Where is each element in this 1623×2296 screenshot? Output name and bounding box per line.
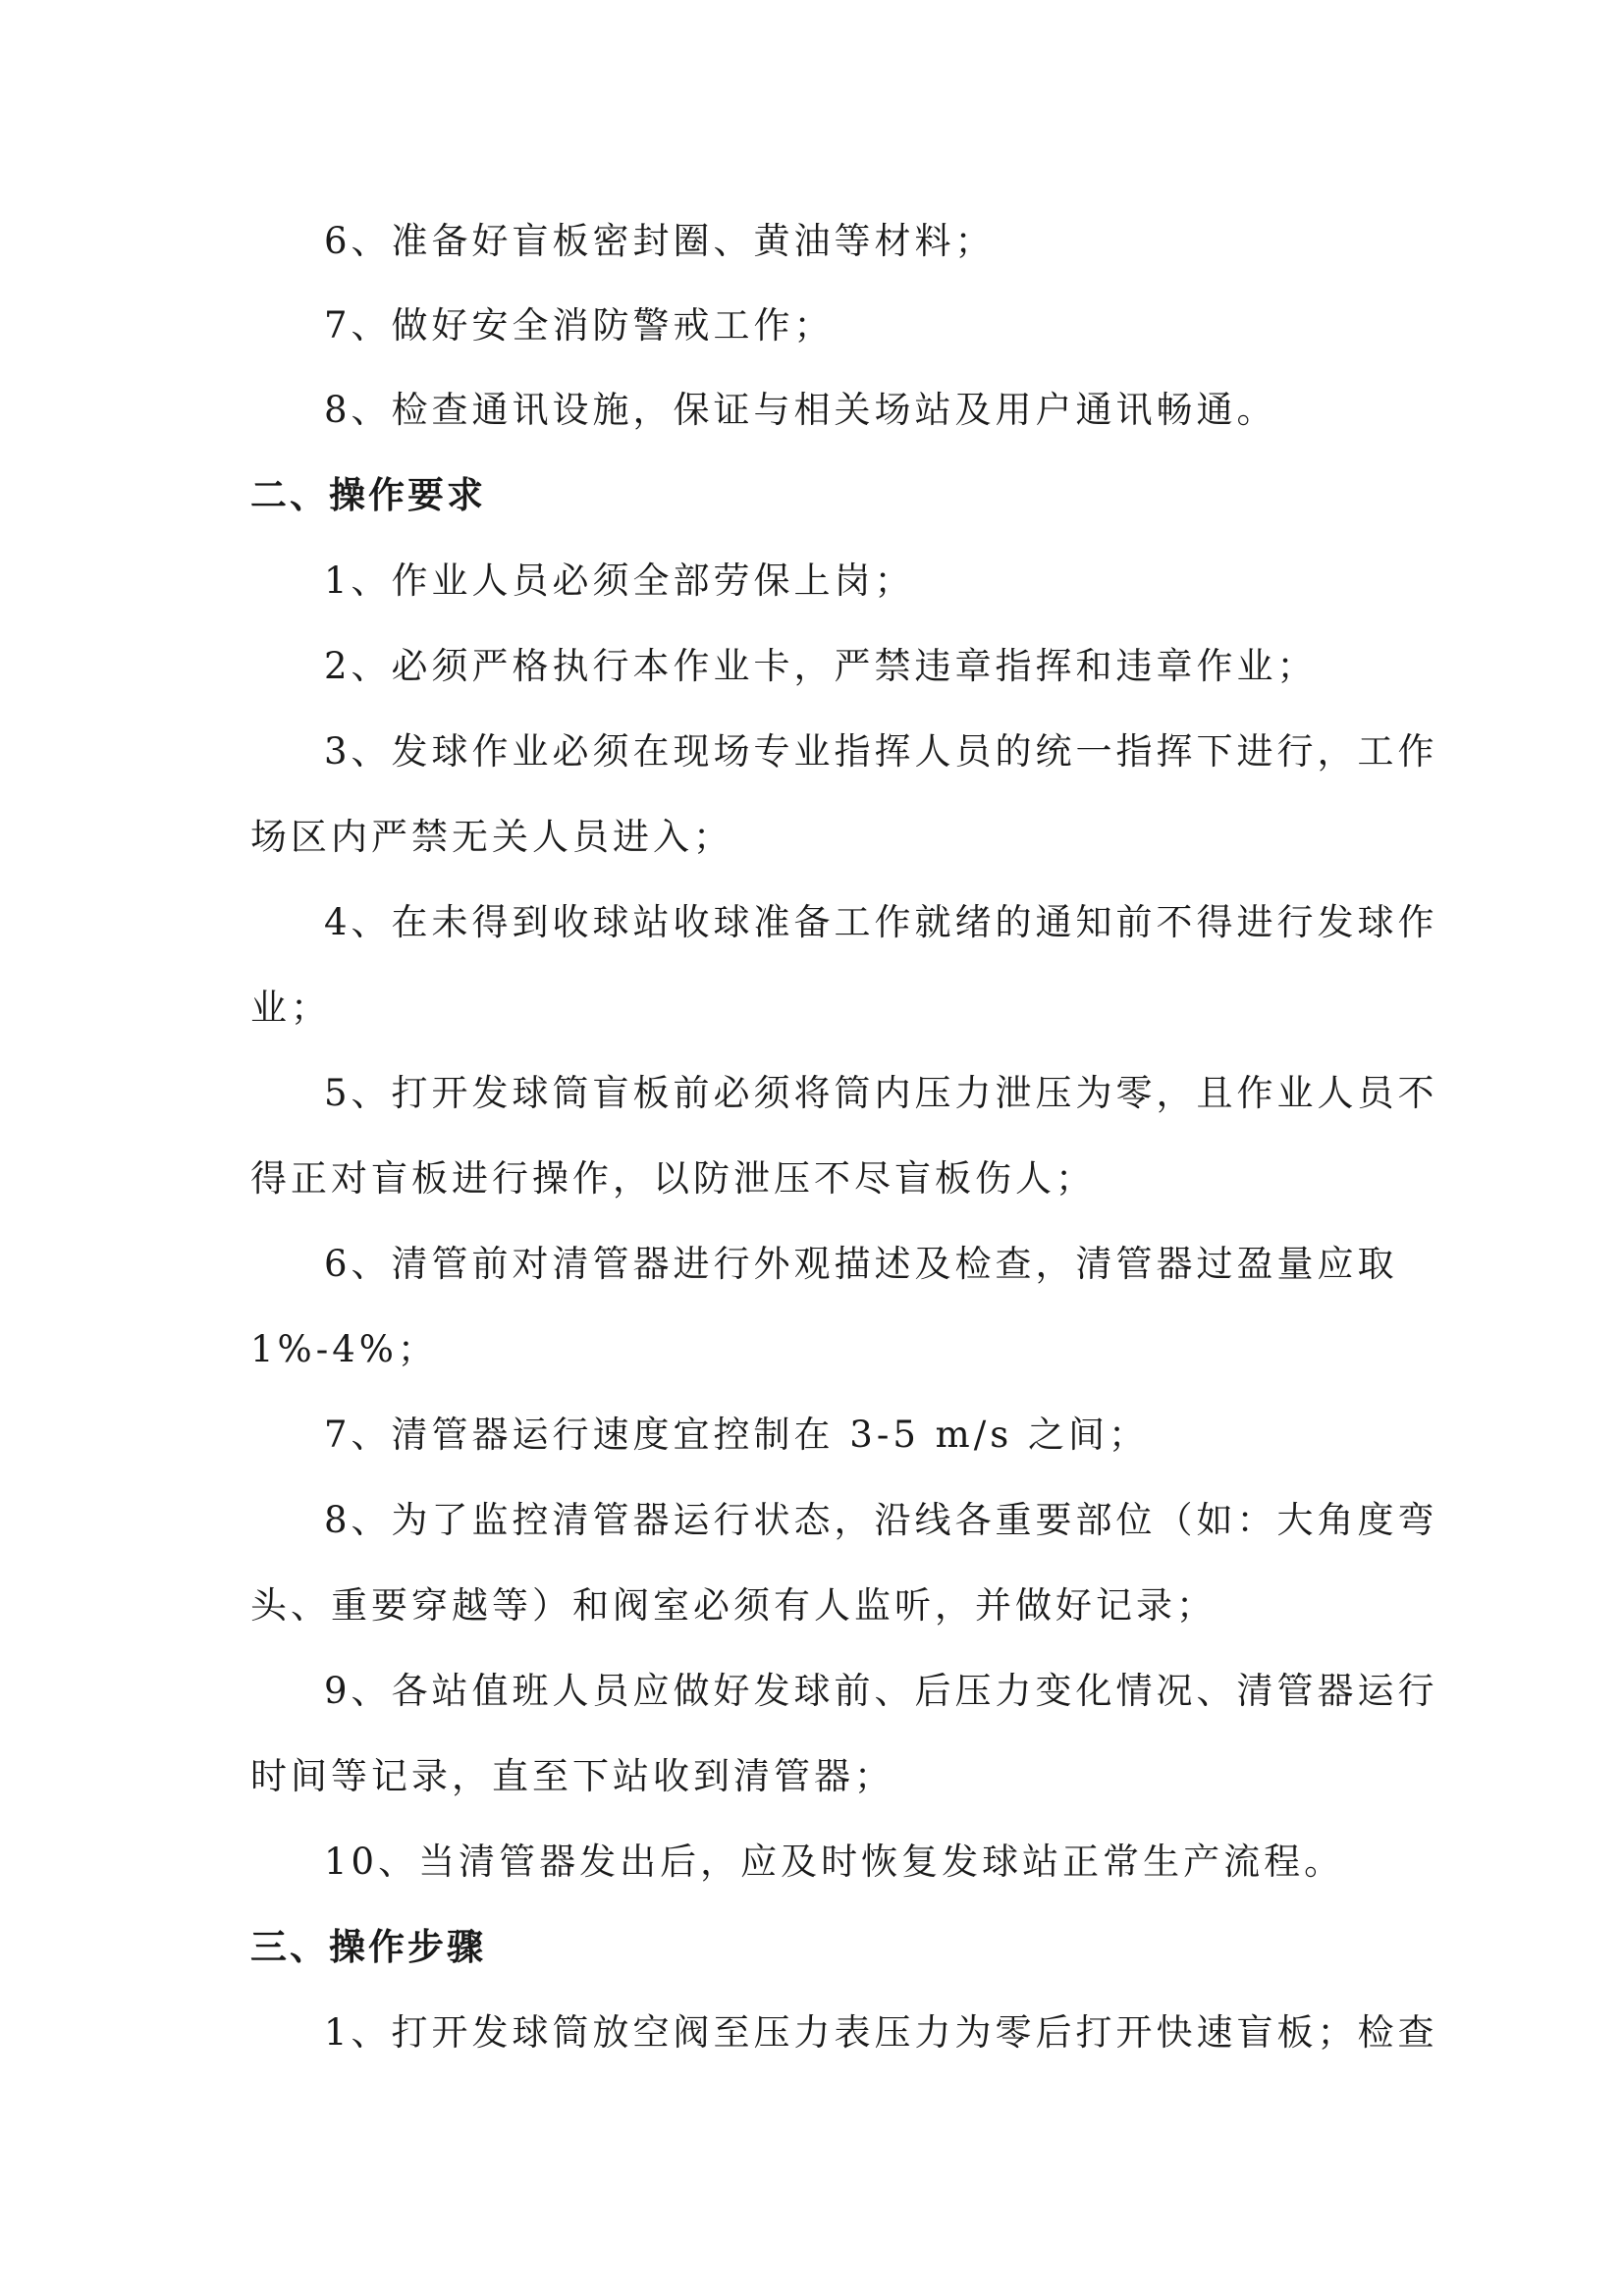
requirement-item-10: 10、当清管器发出后，应及时恢复发球站正常生产流程。 — [324, 1841, 1345, 1883]
requirement-item-6-cont: 1%-4%； — [250, 1328, 438, 1370]
requirement-item-4-cont: 业； — [250, 987, 331, 1029]
requirement-item-4: 4、在未得到收球站收球准备工作就绪的通知前不得进行发球作 — [324, 901, 1438, 943]
step-item-1: 1、打开发球筒放空阀至压力表压力为零后打开快速盲板；检查 — [324, 2011, 1438, 2054]
requirement-item-8: 8、为了监控清管器运行状态，沿线各重要部位（如：大角度弯 — [324, 1499, 1438, 1541]
prep-item-7: 7、做好安全消防警戒工作； — [324, 304, 835, 347]
prep-item-6: 6、准备好盲板密封圈、黄油等材料； — [324, 220, 996, 262]
requirement-item-5-cont: 得正对盲板进行操作，以防泄压不尽盲板伤人； — [250, 1157, 1096, 1200]
prep-item-8: 8、检查通讯设施，保证与相关场站及用户通讯畅通。 — [324, 389, 1277, 431]
requirement-item-2: 2、必须严格执行本作业卡，严禁违章指挥和违章作业； — [324, 645, 1318, 687]
requirement-item-3: 3、发球作业必须在现场专业指挥人员的统一指挥下进行，工作 — [324, 730, 1438, 773]
requirement-item-9: 9、各站值班人员应做好发球前、后压力变化情况、清管器运行 — [324, 1670, 1438, 1712]
requirement-item-3-cont: 场区内严禁无关人员进入； — [250, 816, 733, 858]
requirement-item-1: 1、作业人员必须全部劳保上岗； — [324, 560, 915, 602]
section-heading-requirements: 二、操作要求 — [250, 474, 486, 516]
section-heading-steps: 三、操作步骤 — [250, 1926, 486, 1968]
requirement-item-7: 7、清管器运行速度宜控制在 3-5 m/s 之间； — [324, 1414, 1149, 1456]
requirement-item-5: 5、打开发球筒盲板前必须将筒内压力泄压为零，且作业人员不 — [324, 1072, 1438, 1114]
requirement-item-8-cont: 头、重要穿越等）和阀室必须有人监听，并做好记录； — [250, 1584, 1217, 1627]
requirement-item-6: 6、清管前对清管器进行外观描述及检查，清管器过盈量应取 — [324, 1243, 1398, 1285]
requirement-item-9-cont: 时间等记录，直至下站收到清管器； — [250, 1755, 894, 1797]
